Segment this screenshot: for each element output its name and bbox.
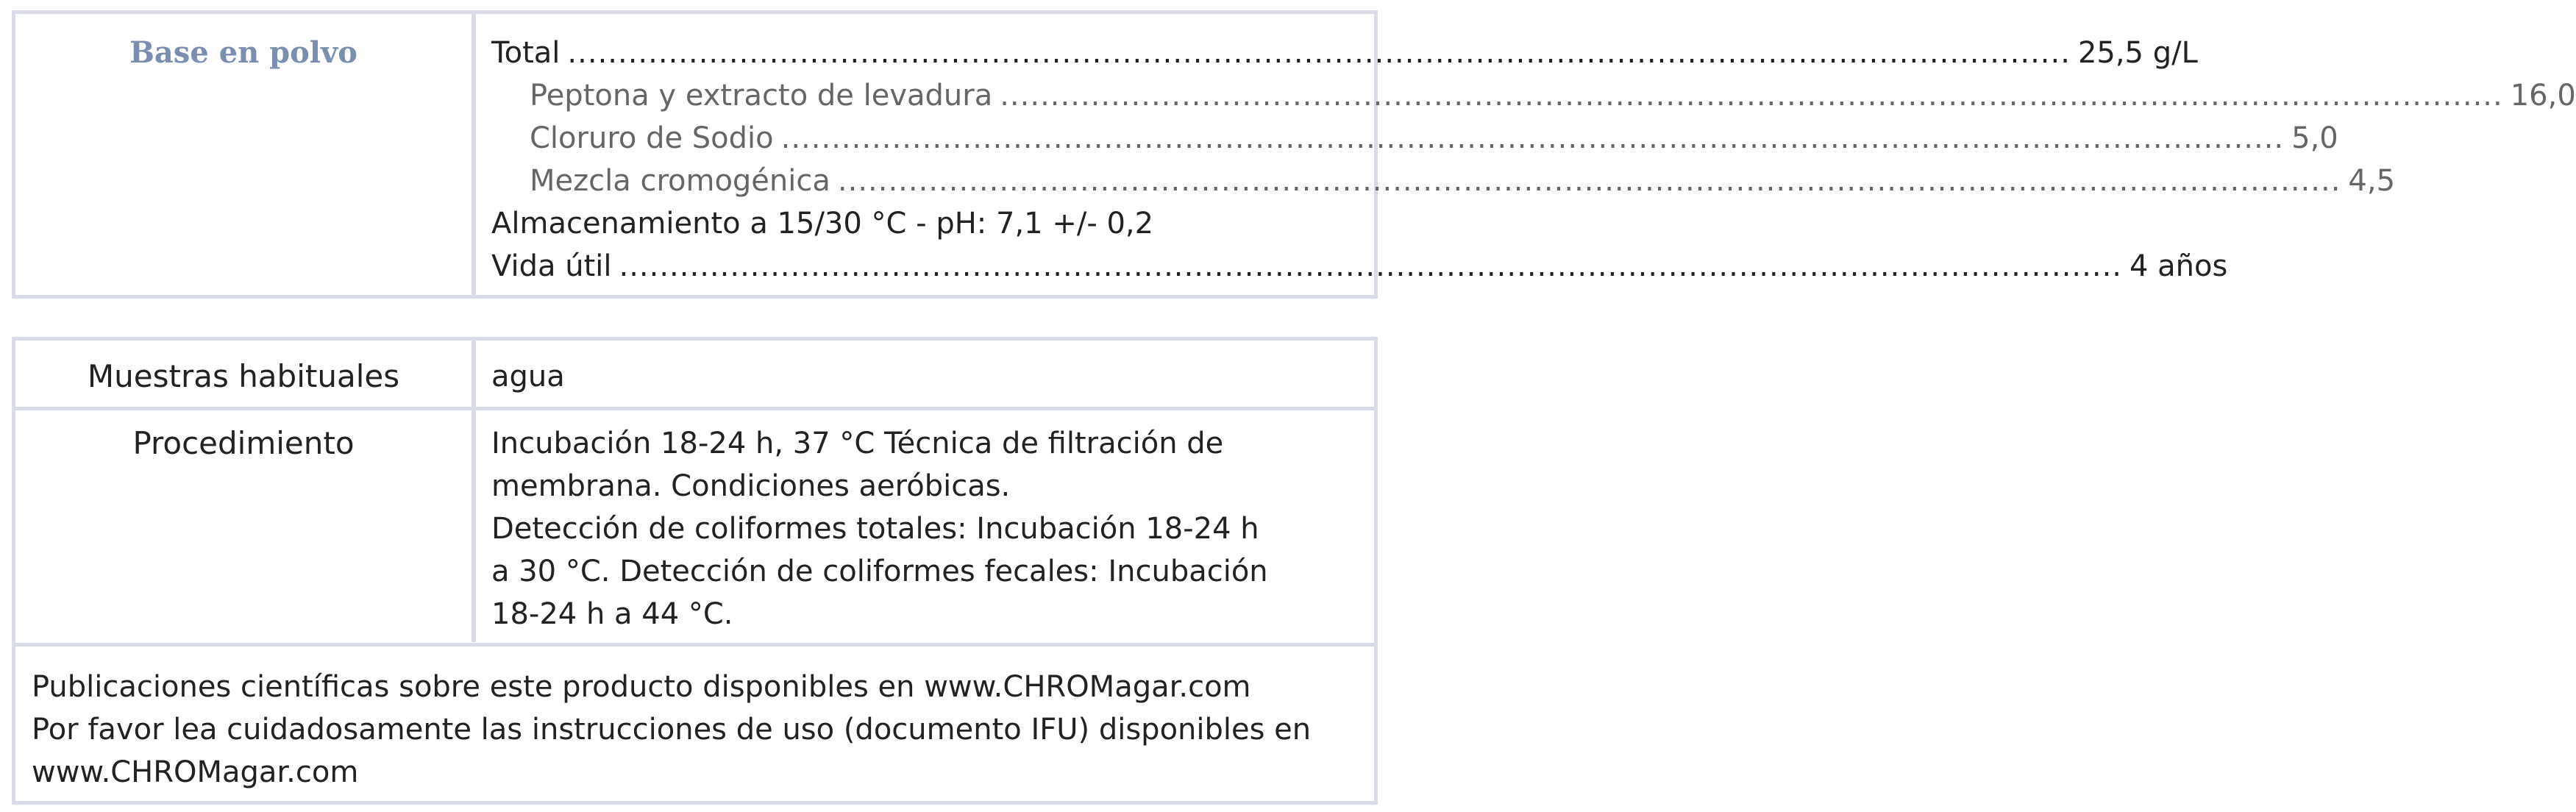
- shelf-life-label: Vida útil: [491, 249, 612, 283]
- column-divider: [472, 341, 476, 642]
- composition-heading: Base en polvo: [129, 35, 357, 70]
- note-line: Publicaciones científicas sobre este producto disponibles en www.CHROMagar.com: [32, 670, 1251, 704]
- ingredient-label: Cloruro de Sodio: [530, 121, 774, 155]
- shelf-life-value: 4 años: [2130, 249, 2228, 283]
- ingredient-row: [530, 74, 2576, 117]
- notes-text: [32, 666, 1311, 794]
- ingredient-value: 5,0: [2291, 121, 2338, 155]
- leader-dots: .....................................................................................................................................................: [619, 249, 2122, 283]
- note-line: Por favor lea cuidadosamente las instrucciones de uso (documento IFU) disponibles en: [32, 713, 1312, 747]
- usage-table: [12, 337, 1378, 805]
- ingredient-label: Peptona y extracto de levadura: [530, 79, 993, 113]
- ingredient-row: [530, 117, 2338, 160]
- ingredient-value: 16,0: [2510, 79, 2576, 113]
- storage-text: Almacenamiento a 15/30 °C - pH: 7,1 +/- 0,2: [491, 207, 1154, 241]
- procedure-line: membrana. Condiciones aeróbicas.: [491, 469, 1011, 503]
- ingredient-value: 4,5: [2348, 164, 2396, 198]
- procedure-line: a 30 °C. Detección de coliformes fecales: Incubación: [491, 555, 1268, 588]
- shelf-life-row: [491, 245, 2228, 288]
- leader-dots: .....................................................................................................................................................: [780, 121, 2285, 155]
- procedure-line: Detección de coliformes totales: Incubación 18-24 h: [491, 512, 1259, 546]
- total-row: [491, 32, 2198, 74]
- procedure-line: Incubación 18-24 h, 37 °C Técnica de filtración de: [491, 427, 1224, 460]
- procedure-line: 18-24 h a 44 °C.: [491, 597, 733, 631]
- samples-value: agua: [491, 360, 565, 393]
- ingredient-row: [530, 160, 2396, 202]
- composition-table: [12, 10, 2576, 299]
- leader-dots: .....................................................................................................................................................: [1000, 79, 2503, 113]
- leader-dots: .....................................................................................................................................................: [567, 36, 2071, 70]
- procedure-label: Procedimiento: [132, 425, 355, 461]
- ingredient-label: Mezcla cromogénica: [530, 164, 830, 198]
- procedure-text: [491, 422, 1268, 635]
- total-value: 25,5 g/L: [2077, 36, 2198, 70]
- leader-dots: .....................................................................................................................................................: [837, 164, 2341, 198]
- note-line: www.CHROMagar.com: [32, 755, 359, 789]
- samples-label: Muestras habituales: [87, 358, 400, 394]
- column-divider: [472, 14, 476, 295]
- total-label: Total: [491, 36, 561, 70]
- row-divider: [15, 407, 1374, 410]
- row-divider: [15, 643, 1374, 647]
